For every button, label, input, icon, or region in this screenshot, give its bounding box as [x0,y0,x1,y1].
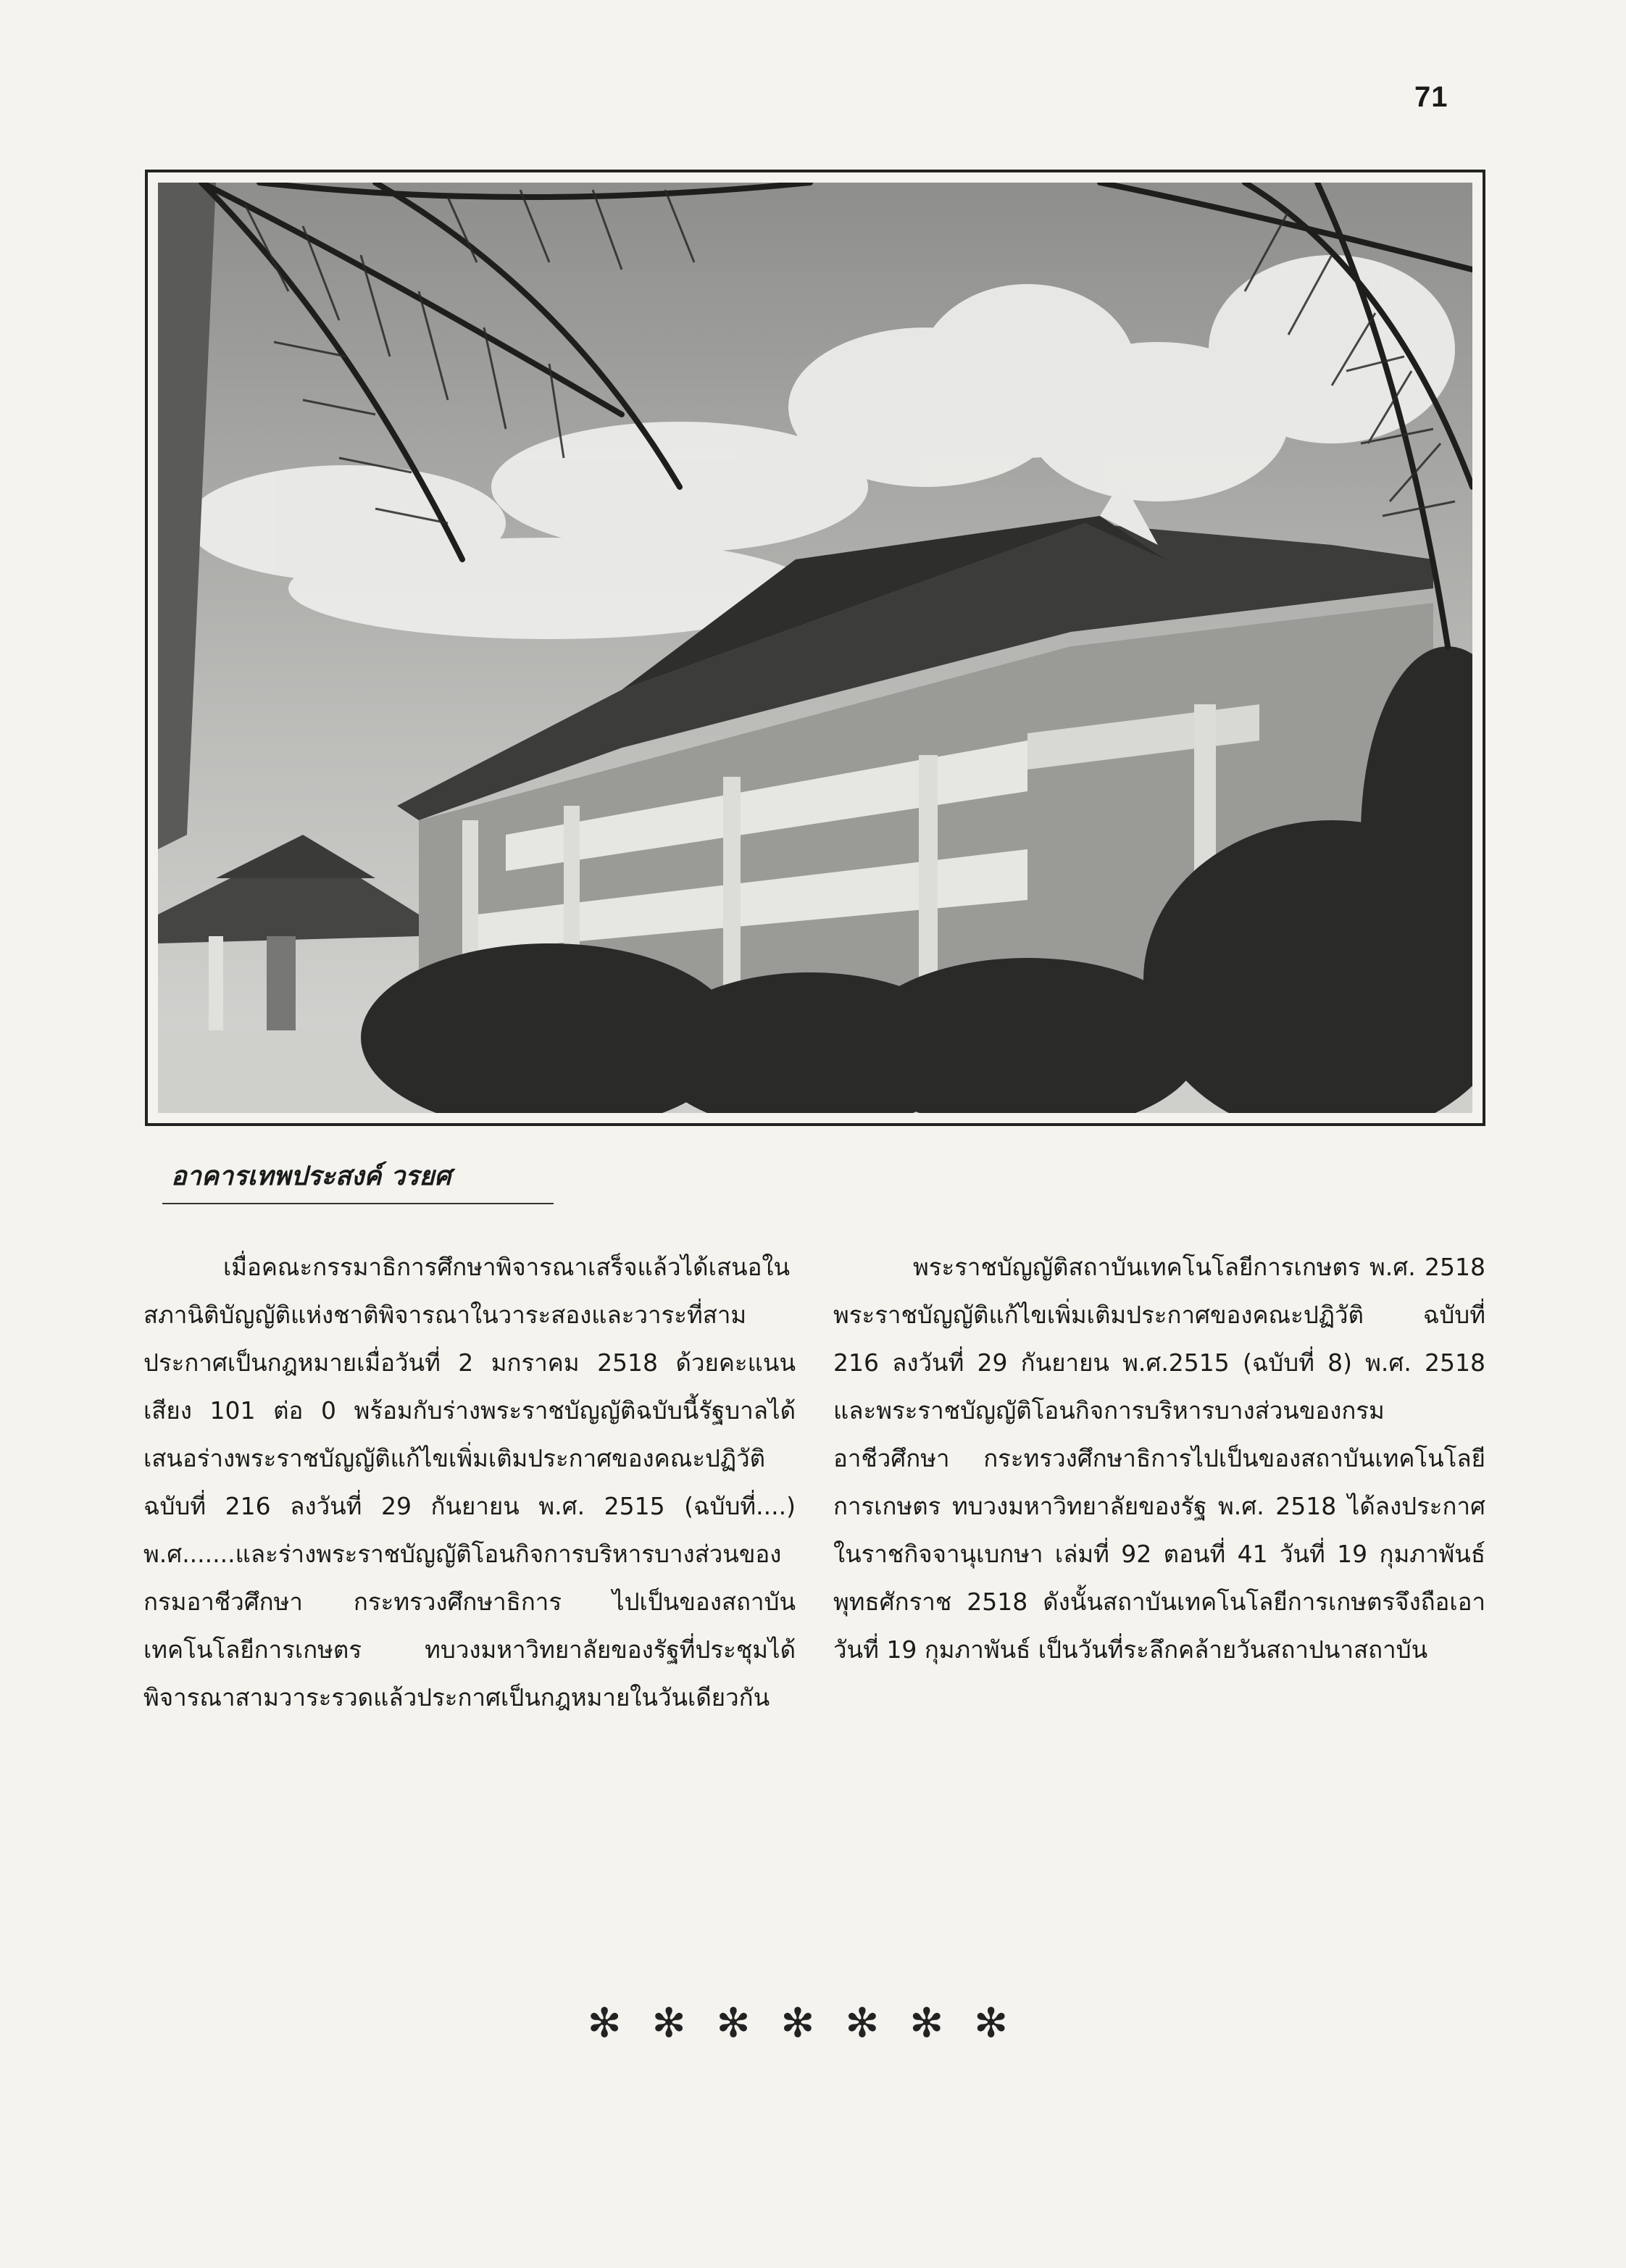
caption-underline [162,1203,554,1204]
building-photo [158,183,1472,1113]
body-column-left: เมื่อคณะกรรมาธิการศึกษาพิจารณาเสร็จแล้วได้เสนอในสภานิติบัญญัติแห่งชาติพิจารณาในวาระสองและวาระที่สามประกาศเป็นกฎหมายเมื่อวันที่ 2 มกราคม 2518 ด้วยคะแนนเสียง 101 ต่อ 0 พร้อมกับร่างพระราชบัญญัติฉบับนี้รัฐบาลได้เสนอร่างพระราชบัญญัติแก้ไขเพิ่มเติมประกาศของคณะปฏิวัติ ฉบับที่ 216 ลงวันที่ 29 กันยายน พ.ศ. 2515 (ฉบับที่....) พ.ศ.......และร่างพระราชบัญญัติโอนกิจการบริหารบางส่วนของกรมอาชีวศึกษา กระทรวงศึกษาธิการ ไปเป็นของสถาบันเทคโนโลยีการเกษตร ทบวงมหาวิทยาลัยของรัฐที่ประชุมได้พิจารณาสามวาระรวดแล้วประกาศเป็นกฎหมายในวันเดียวกัน [143,1253,796,1712]
ornament-divider: ✻✻✻✻✻✻✻ [587,2000,1039,2047]
photo-frame [145,170,1485,1126]
body-column-right: พระราชบัญญัติสถาบันเทคโนโลยีการเกษตร พ.ศ. 2518 พระราชบัญญัติแก้ไขเพิ่มเติมประกาศของคณะปฏิวัติ ฉบับที่ 216 ลงวันที่ 29 กันยายน พ.ศ.2515 (ฉบับที่ 8) พ.ศ. 2518 และพระราชบัญญัติโอนกิจการบริหารบางส่วนของกรมอาชีวศึกษา กระทรวงศึกษาธิการไปเป็นของสถาบันเทคโนโลยีการเกษตร ทบวงมหาวิทยาลัยของรัฐ พ.ศ. 2518 ได้ลงประกาศในราชกิจจานุเบกษา เล่มที่ 92 ตอนที่ 41 วันที่ 19 กุมภาพันธ์ พุทธศักราช 2518 ดังนั้นสถาบันเทคโนโลยีการเกษตรจึงถือเอาวันที่ 19 กุมภาพันธ์ เป็นวันที่ระลึกคล้ายวันสถาปนาสถาบัน [833,1253,1485,1664]
photo-caption: อาคารเทพประสงค์ วรยศ [171,1161,451,1191]
page-number: 71 [1414,81,1448,113]
